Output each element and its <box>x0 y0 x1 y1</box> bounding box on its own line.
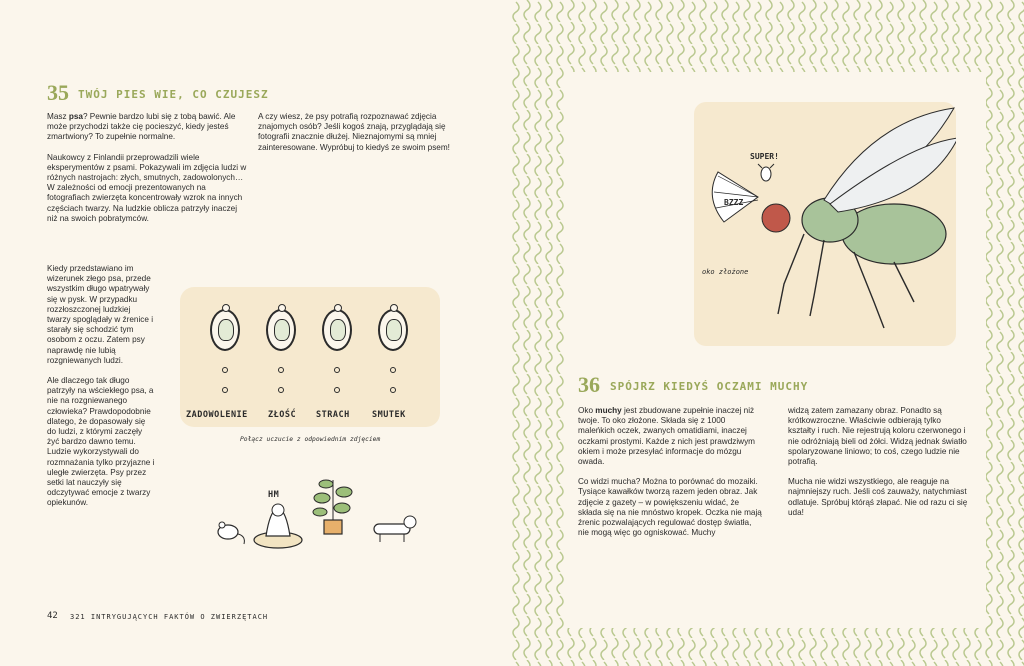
paragraph: A czy wiesz, że psy potrafią rozpoznawać zdjęcia znajomych osób? Jeśli kogoś znają, przyglądają się fotografii znacznie dłużej. Nieznajomymi są mniej zainteresowane. Wypróbuj to kiedyś ze swoim psem! <box>258 112 450 152</box>
plant-icon <box>313 480 352 534</box>
compound-eye-icon <box>712 172 758 222</box>
dot <box>390 367 396 373</box>
paragraph: Kiedy przedstawiano im wizerunek złego psa, przede wszystkim długo wpatrywały się w pysk. W przypadku rozzłoszczonej ludzkiej twarzy spoglądały w źrenice i starały się schodzić tym osobom z oczu. Zatem psy naprawdę nie lubią rozgniewanych ludzi. <box>47 264 154 365</box>
dot <box>390 387 396 393</box>
left-column-1 <box>47 112 247 234</box>
fly-illustration <box>694 102 956 346</box>
page-number: 42 <box>47 611 58 621</box>
dot <box>334 367 340 373</box>
emotion-label-3: STRACH <box>316 410 350 420</box>
paragraph: Ale dlaczego tak długo patrzyły na wściekłego psa, a nie na rozgniewanego człowieka? Prawdopodobnie dlatego, że dopasowały się do ludzi, z którymi zaczęły żyć bardzo dawno temu. Ludzie wykorzystywali do rozmnażania tylko przyjazne i uległe zwierzęta. Psy przez setki lat nauczyły się odczytywać emocje z twarzy opiekunów. <box>47 376 155 508</box>
right-column-1 <box>578 406 764 548</box>
paragraph: widzą zatem zamazany obraz. Ponadto są krótkowzroczne. Właściwie odbierają tylko kształty i ruch. Nie rejestrują koloru czerwonego i nie odróżniają bieli od żółci. Widzą jednak światło spolaryzowane liniowo; to coś, czego ludzie nie potrafią. <box>788 406 967 467</box>
dot <box>278 387 284 393</box>
dot <box>334 387 340 393</box>
hm-label: HM <box>268 490 280 500</box>
dog-on-cushion-icon <box>254 504 302 548</box>
bzzz-label: BZZZ <box>724 198 744 207</box>
paragraph: Co widzi mucha? Można to porównać do mozaiki. Tysiące kawałków tworzą razem jeden obraz. Jak zdjęcie z gazety – w powiększeniu widać, że składa się na nie mnóstwo kropek. Oczka nie mają źrenic pozwalających regulować dostęp światła, nie mogą więc go ogniskować. Muchy <box>578 477 762 538</box>
compound-eye-label: oko złożone <box>702 268 749 276</box>
dot <box>222 367 228 373</box>
dot <box>278 367 284 373</box>
emotion-matching-panel <box>180 287 440 427</box>
pets-illustration <box>208 470 438 560</box>
paragraph: Masz psa? Pewnie bardzo lubi się z tobą bawić. Ale może przychodzi także cię pocieszyć, kiedy jesteś zmartwiony? To zupełnie normalne. <box>47 112 236 142</box>
left-column-1-narrow <box>47 264 155 519</box>
super-label: SUPER! <box>750 152 779 161</box>
emotion-label-4: SMUTEK <box>372 410 406 420</box>
dachshund-icon <box>374 516 416 542</box>
section-title-35: TWÓJ PIES WIE, CO CZUJESZ <box>78 88 269 101</box>
paragraph: Oko muchy jest zbudowane zupełnie inaczej niż twoje. To oko złożone. Składa się z 1000 maleńkich oczek, zwanych omatidiami, inaczej oczkami prostymi. Każde z nich jest prawdziwym okiem i może przesyłać informacje do mózgu owada. <box>578 406 755 467</box>
right-page <box>512 0 1024 666</box>
mirror-photo-2 <box>266 309 296 351</box>
paragraph: Naukowcy z Finlandii przeprowadzili wiele eksperymentów z psami. Pokazywali im zdjęcia ludzi w różnych nastrojach: złych, smutnych, zadowolonych… W zależności od emocji prezentowanych na fotografiach zwierzęta koncentrowały wzrok na innych częściach twarzy. Na ludzkie oblicza patrzyły inaczej niż na swoich pobratymców. <box>47 152 247 223</box>
mouse-icon <box>218 522 244 544</box>
emotion-label-2: ZŁOŚĆ <box>268 410 297 420</box>
section-number-36: 36 <box>578 372 600 397</box>
mirror-photo-1 <box>210 309 240 351</box>
small-fly-icon <box>758 164 774 181</box>
book-title: 321 INTRYGUJĄCYCH FAKTÓW O ZWIERZĘTACH <box>70 613 269 621</box>
section-title-36: SPÓJRZ KIEDYŚ OCZAMI MUCHY <box>610 380 809 393</box>
dot <box>222 387 228 393</box>
left-column-2 <box>258 112 458 163</box>
emotion-label-1: ZADOWOLENIE <box>186 410 248 420</box>
right-column-2 <box>788 406 968 528</box>
mirror-photo-4 <box>378 309 408 351</box>
fly-icon <box>762 108 956 328</box>
mirror-photo-3 <box>322 309 352 351</box>
section-number-35: 35 <box>47 80 69 105</box>
paragraph: Mucha nie widzi wszystkiego, ale reaguje na najmniejszy ruch. Jeśli coś zauważy, natychmiast odlatuje. Spróbuj którąś złapać. Nie od razu ci się uda! <box>788 477 968 517</box>
fly-illustration-panel <box>694 102 956 346</box>
panel-caption: Połącz uczucie z odpowiednim zdjęciem <box>240 436 381 443</box>
